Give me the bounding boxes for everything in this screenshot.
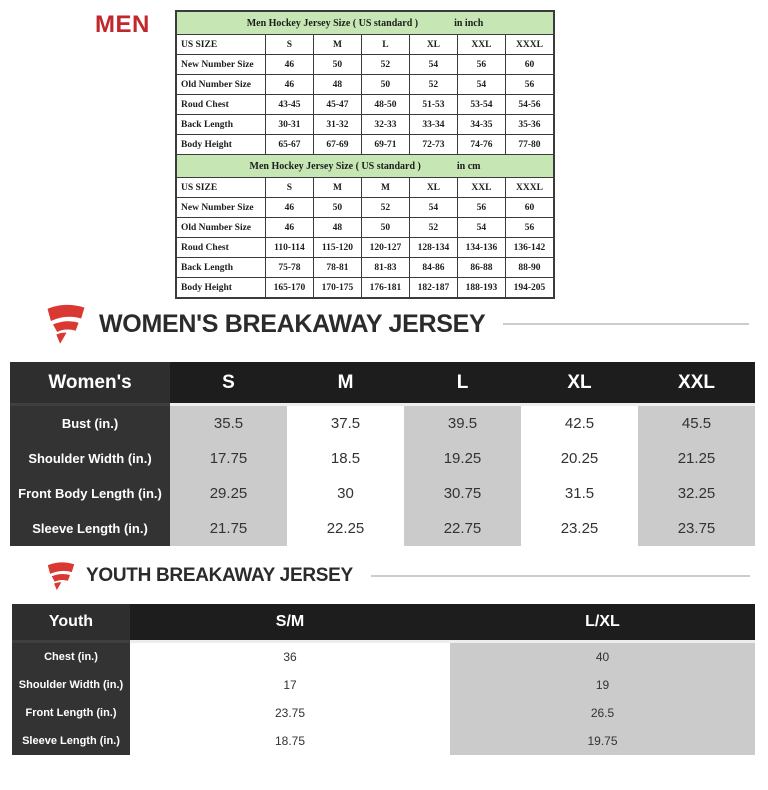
table-cell: 18.5 <box>287 441 404 476</box>
table-cell: 46 <box>265 75 313 95</box>
table-row <box>176 278 554 299</box>
table-cell: 77-80 <box>505 135 554 155</box>
table-cell: 17 <box>130 671 450 699</box>
table-cell: 54 <box>409 55 457 75</box>
row-label: US SIZE <box>176 35 265 55</box>
table-row <box>176 238 554 258</box>
table-cell: 21.25 <box>638 441 755 476</box>
row-label: Roud Chest <box>176 95 265 115</box>
table-row <box>176 135 554 155</box>
fanatics-logo-icon <box>46 561 76 591</box>
table-cell: 53-54 <box>457 95 505 115</box>
table-cell: XXL <box>457 178 505 198</box>
table-cell: 52 <box>361 55 409 75</box>
table-cell: XL <box>409 35 457 55</box>
table-cell: 136-142 <box>505 238 554 258</box>
band-title: Men Hockey Jersey Size ( US standard ) <box>249 160 421 172</box>
youth-section-header <box>46 558 758 594</box>
table-cell: 134-136 <box>457 238 505 258</box>
table-cell: 30-31 <box>265 115 313 135</box>
table-cell: 54 <box>457 218 505 238</box>
table-cell: 165-170 <box>265 278 313 299</box>
table-cell: 26.5 <box>450 699 755 727</box>
table-cell: 56 <box>457 55 505 75</box>
table-cell: 30 <box>287 476 404 511</box>
youth-section-title: YOUTH BREAKAWAY JERSEY <box>86 565 353 586</box>
row-label: Chest (in.) <box>12 643 130 671</box>
youth-size-table <box>12 604 755 755</box>
table-cell: 48 <box>313 75 361 95</box>
table-cell: S <box>265 35 313 55</box>
row-label: Back Length <box>176 258 265 278</box>
table-row <box>176 198 554 218</box>
women-size-table <box>10 362 755 546</box>
table-cell: 69-71 <box>361 135 409 155</box>
table-cell: 34-35 <box>457 115 505 135</box>
table-cell: 86-88 <box>457 258 505 278</box>
table-cell: 22.25 <box>287 511 404 546</box>
table-row <box>176 75 554 95</box>
column-header: XL <box>521 362 638 406</box>
table-row <box>176 178 554 198</box>
row-label: Front Body Length (in.) <box>10 476 170 511</box>
table-cell: 45.5 <box>638 406 755 441</box>
table-cell: 52 <box>361 198 409 218</box>
table-cell: 194-205 <box>505 278 554 299</box>
row-label: US SIZE <box>176 178 265 198</box>
row-label: New Number Size <box>176 55 265 75</box>
table-cell: M <box>313 35 361 55</box>
table-row <box>176 218 554 238</box>
table-cell: 67-69 <box>313 135 361 155</box>
table-cell: 170-175 <box>313 278 361 299</box>
table-band-row <box>176 155 554 178</box>
row-label: Body Height <box>176 135 265 155</box>
table-cell: 56 <box>457 198 505 218</box>
column-header: S/M <box>130 604 450 643</box>
table-cell: 74-76 <box>457 135 505 155</box>
men-size-table-body <box>176 11 554 298</box>
table-cell: 51-53 <box>409 95 457 115</box>
row-label: Back Length <box>176 115 265 135</box>
band-unit: in inch <box>454 17 484 29</box>
column-header: S <box>170 362 287 406</box>
column-header: M <box>287 362 404 406</box>
table-cell: 50 <box>313 55 361 75</box>
band-title: Men Hockey Jersey Size ( US standard ) <box>246 17 419 29</box>
table-cell: 29.25 <box>170 476 287 511</box>
table-cell: 54 <box>457 75 505 95</box>
table-cell: 17.75 <box>170 441 287 476</box>
row-label: Old Number Size <box>176 75 265 95</box>
table-cell: 110-114 <box>265 238 313 258</box>
row-label: Old Number Size <box>176 218 265 238</box>
table-cell: 88-90 <box>505 258 554 278</box>
section-divider <box>371 575 750 577</box>
table-band-cell <box>176 155 554 178</box>
table-cell: 43-45 <box>265 95 313 115</box>
table-cell: 56 <box>505 75 554 95</box>
table-cell: 42.5 <box>521 406 638 441</box>
table-cell: 52 <box>409 218 457 238</box>
table-cell: 32.25 <box>638 476 755 511</box>
table-cell: 22.75 <box>404 511 521 546</box>
table-cell: 56 <box>505 218 554 238</box>
men-section-title: MEN <box>95 11 150 38</box>
table-cell: 50 <box>361 218 409 238</box>
row-label: Sleeve Length (in.) <box>12 727 130 755</box>
column-header: Women's <box>10 362 170 406</box>
table-cell: 20.25 <box>521 441 638 476</box>
table-cell: 21.75 <box>170 511 287 546</box>
table-cell: 72-73 <box>409 135 457 155</box>
table-cell: 18.75 <box>130 727 450 755</box>
table-cell: 19.25 <box>404 441 521 476</box>
table-cell: 23.75 <box>638 511 755 546</box>
table-band-row <box>176 11 554 35</box>
table-cell: XXXL <box>505 35 554 55</box>
table-cell: 35.5 <box>170 406 287 441</box>
table-cell: 36 <box>130 643 450 671</box>
table-cell: 46 <box>265 218 313 238</box>
table-cell: 33-34 <box>409 115 457 135</box>
row-label: Bust (in.) <box>10 406 170 441</box>
table-cell: 32-33 <box>361 115 409 135</box>
table-cell: 81-83 <box>361 258 409 278</box>
table-cell: M <box>361 178 409 198</box>
table-cell: 60 <box>505 198 554 218</box>
row-label: Sleeve Length (in.) <box>10 511 170 546</box>
men-size-table <box>175 10 555 299</box>
row-label: Roud Chest <box>176 238 265 258</box>
row-label: Body Height <box>176 278 265 299</box>
table-cell: 46 <box>265 198 313 218</box>
band-unit: in cm <box>456 160 481 172</box>
table-cell: XXXL <box>505 178 554 198</box>
table-cell: 84-86 <box>409 258 457 278</box>
table-cell: 48 <box>313 218 361 238</box>
table-cell: 54-56 <box>505 95 554 115</box>
table-cell: 30.75 <box>404 476 521 511</box>
table-cell: 188-193 <box>457 278 505 299</box>
column-header: XXL <box>638 362 755 406</box>
table-row <box>176 95 554 115</box>
column-header: L <box>404 362 521 406</box>
table-cell: 128-134 <box>409 238 457 258</box>
row-label: Front Length (in.) <box>12 699 130 727</box>
table-cell: 37.5 <box>287 406 404 441</box>
table-row <box>176 258 554 278</box>
table-cell: 176-181 <box>361 278 409 299</box>
table-band-cell <box>176 11 554 35</box>
table-cell: 120-127 <box>361 238 409 258</box>
women-section-header <box>45 301 757 347</box>
table-cell: 54 <box>409 198 457 218</box>
table-cell: M <box>313 178 361 198</box>
table-row <box>176 115 554 135</box>
table-cell: 75-78 <box>265 258 313 278</box>
women-section-title: WOMEN'S BREAKAWAY JERSEY <box>99 309 486 338</box>
table-cell: 31.5 <box>521 476 638 511</box>
table-cell: 35-36 <box>505 115 554 135</box>
table-cell: 115-120 <box>313 238 361 258</box>
table-cell: 23.75 <box>130 699 450 727</box>
column-header: L/XL <box>450 604 755 643</box>
table-cell: 19 <box>450 671 755 699</box>
fanatics-logo-icon <box>45 303 87 345</box>
table-cell: L <box>361 35 409 55</box>
table-cell: 182-187 <box>409 278 457 299</box>
table-cell: 19.75 <box>450 727 755 755</box>
table-cell: 40 <box>450 643 755 671</box>
table-cell: 60 <box>505 55 554 75</box>
column-header: Youth <box>12 604 130 643</box>
table-cell: 45-47 <box>313 95 361 115</box>
table-cell: 52 <box>409 75 457 95</box>
table-cell: XXL <box>457 35 505 55</box>
table-cell: 23.25 <box>521 511 638 546</box>
table-cell: 39.5 <box>404 406 521 441</box>
table-cell: 31-32 <box>313 115 361 135</box>
row-label: Shoulder Width (in.) <box>10 441 170 476</box>
table-cell: XL <box>409 178 457 198</box>
section-divider <box>503 323 749 325</box>
table-cell: 65-67 <box>265 135 313 155</box>
table-cell: 46 <box>265 55 313 75</box>
table-cell: S <box>265 178 313 198</box>
row-label: Shoulder Width (in.) <box>12 671 130 699</box>
table-row <box>176 35 554 55</box>
row-label: New Number Size <box>176 198 265 218</box>
table-row <box>176 55 554 75</box>
table-cell: 48-50 <box>361 95 409 115</box>
table-cell: 78-81 <box>313 258 361 278</box>
table-cell: 50 <box>313 198 361 218</box>
table-cell: 50 <box>361 75 409 95</box>
